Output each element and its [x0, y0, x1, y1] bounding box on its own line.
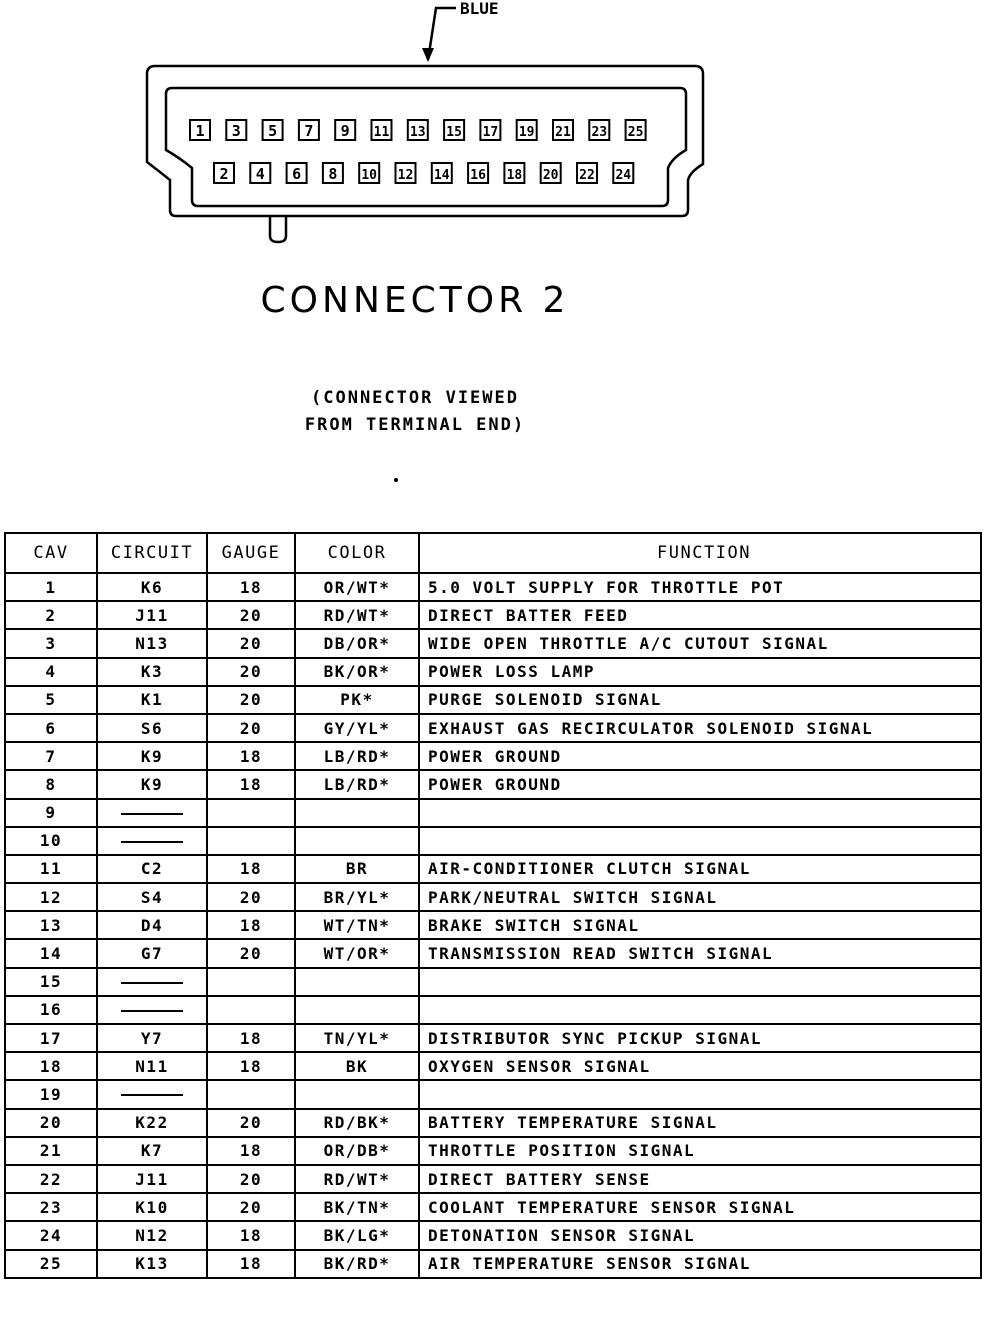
cell-function: POWER GROUND	[419, 742, 981, 770]
connector-key	[270, 216, 286, 242]
table-row	[5, 799, 981, 827]
bottom-pin-row	[214, 163, 633, 183]
cell-cav: 21	[5, 1137, 97, 1165]
cell-cav: 8	[5, 770, 97, 798]
cell-circuit: K22	[97, 1109, 207, 1137]
cell-circuit	[97, 799, 207, 827]
cell-color: BK	[295, 1052, 419, 1080]
cell-color: WT/TN*	[295, 911, 419, 939]
cell-cav: 15	[5, 968, 97, 996]
cell-gauge: 18	[207, 1052, 295, 1080]
table-row	[5, 939, 981, 967]
table-row	[5, 1250, 981, 1278]
table-row	[5, 1165, 981, 1193]
table-row	[5, 1193, 981, 1221]
header-color: COLOR	[295, 533, 419, 573]
page-title: CONNECTOR 2	[260, 280, 570, 321]
cell-gauge: 20	[207, 1193, 295, 1221]
cell-function	[419, 1080, 981, 1108]
cell-gauge: 18	[207, 911, 295, 939]
cell-circuit: D4	[97, 911, 207, 939]
cell-gauge: 20	[207, 883, 295, 911]
pin-number: 25	[627, 125, 644, 140]
cell-color: BR	[295, 855, 419, 883]
cell-color	[295, 996, 419, 1024]
table-row	[5, 968, 981, 996]
cell-gauge: 18	[207, 1221, 295, 1249]
empty-circuit-dash	[121, 1010, 183, 1012]
cell-color: RD/BK*	[295, 1109, 419, 1137]
cell-gauge: 18	[207, 742, 295, 770]
cell-gauge: 18	[207, 855, 295, 883]
cell-circuit: K13	[97, 1250, 207, 1278]
cell-color: RD/WT*	[295, 1165, 419, 1193]
cell-cav: 9	[5, 799, 97, 827]
pin-number: 19	[518, 125, 535, 140]
table-row	[5, 827, 981, 855]
cell-color: LB/RD*	[295, 742, 419, 770]
header-function: FUNCTION	[419, 533, 981, 573]
connector-housing-inner	[166, 88, 686, 206]
pin-number: 15	[446, 125, 462, 140]
stray-dot	[394, 478, 398, 482]
table-row	[5, 1024, 981, 1052]
pin-number: 3	[231, 122, 241, 140]
cell-gauge	[207, 968, 295, 996]
cell-color	[295, 968, 419, 996]
cell-color: LB/RD*	[295, 770, 419, 798]
table-row	[5, 1052, 981, 1080]
cell-function: THROTTLE POSITION SIGNAL	[419, 1137, 981, 1165]
table-row	[5, 742, 981, 770]
cell-function: OXYGEN SENSOR SIGNAL	[419, 1052, 981, 1080]
cell-circuit: Y7	[97, 1024, 207, 1052]
table-row	[5, 883, 981, 911]
cell-circuit	[97, 996, 207, 1024]
pin-number: 10	[361, 168, 378, 183]
cell-color: BK/TN*	[295, 1193, 419, 1221]
cell-circuit: J11	[97, 1165, 207, 1193]
pin-number: 18	[506, 168, 523, 183]
pin-number: 17	[482, 125, 499, 140]
top-pin-row	[190, 120, 646, 140]
pointer-arrow	[428, 8, 456, 60]
pin-number: 12	[397, 168, 414, 183]
cell-cav: 20	[5, 1109, 97, 1137]
pin-number: 4	[255, 165, 265, 183]
cell-function: TRANSMISSION READ SWITCH SIGNAL	[419, 939, 981, 967]
pin-number: 2	[219, 165, 229, 183]
pin-number: 21	[555, 125, 571, 140]
cell-cav: 5	[5, 686, 97, 714]
cell-gauge: 20	[207, 629, 295, 657]
cell-cav: 11	[5, 855, 97, 883]
pin-number: 7	[304, 122, 314, 140]
pointer-arrowhead	[422, 48, 434, 62]
cell-gauge: 18	[207, 770, 295, 798]
cell-function	[419, 799, 981, 827]
cell-function: AIR-CONDITIONER CLUTCH SIGNAL	[419, 855, 981, 883]
cell-circuit: K7	[97, 1137, 207, 1165]
cell-cav: 25	[5, 1250, 97, 1278]
cell-gauge	[207, 827, 295, 855]
pin-number: 13	[409, 125, 426, 140]
cell-color: WT/OR*	[295, 939, 419, 967]
cell-gauge	[207, 1080, 295, 1108]
table-row	[5, 1137, 981, 1165]
table-row	[5, 573, 981, 601]
cell-circuit: S4	[97, 883, 207, 911]
cell-function: EXHAUST GAS RECIRCULATOR SOLENOID SIGNAL	[419, 714, 981, 742]
cell-function: AIR TEMPERATURE SENSOR SIGNAL	[419, 1250, 981, 1278]
pin-number: 16	[470, 168, 486, 183]
cell-function: DIRECT BATTERY SENSE	[419, 1165, 981, 1193]
cell-function: DISTRIBUTOR SYNC PICKUP SIGNAL	[419, 1024, 981, 1052]
table-row	[5, 996, 981, 1024]
empty-circuit-dash	[121, 1094, 183, 1096]
pin-number: 20	[542, 168, 559, 183]
cell-cav: 13	[5, 911, 97, 939]
cell-circuit: K1	[97, 686, 207, 714]
cell-cav: 2	[5, 601, 97, 629]
pinout-table	[4, 532, 982, 1279]
pin-number: 14	[433, 168, 450, 183]
cell-gauge: 20	[207, 658, 295, 686]
pin-number: 24	[615, 168, 632, 183]
cell-gauge: 20	[207, 1165, 295, 1193]
cell-cav: 23	[5, 1193, 97, 1221]
cell-cav: 16	[5, 996, 97, 1024]
cell-circuit: J11	[97, 601, 207, 629]
cell-cav: 1	[5, 573, 97, 601]
cell-circuit: C2	[97, 855, 207, 883]
cell-function: DETONATION SENSOR SIGNAL	[419, 1221, 981, 1249]
cell-circuit: N11	[97, 1052, 207, 1080]
connector-diagram	[0, 0, 1008, 270]
cell-circuit	[97, 827, 207, 855]
cell-function	[419, 996, 981, 1024]
cell-cav: 10	[5, 827, 97, 855]
table-row	[5, 601, 981, 629]
header-cav: CAV	[5, 533, 97, 573]
cell-function	[419, 827, 981, 855]
pin-number: 5	[268, 122, 278, 140]
table-row	[5, 1080, 981, 1108]
cell-gauge: 18	[207, 1137, 295, 1165]
cell-function: WIDE OPEN THROTTLE A/C CUTOUT SIGNAL	[419, 629, 981, 657]
cell-circuit	[97, 1080, 207, 1108]
cell-function: BATTERY TEMPERATURE SIGNAL	[419, 1109, 981, 1137]
table-row	[5, 1221, 981, 1249]
table-row	[5, 686, 981, 714]
cell-cav: 19	[5, 1080, 97, 1108]
cell-gauge: 20	[207, 1109, 295, 1137]
cell-function: POWER GROUND	[419, 770, 981, 798]
cell-color: BR/YL*	[295, 883, 419, 911]
empty-circuit-dash	[121, 841, 183, 843]
cell-gauge: 18	[207, 573, 295, 601]
cell-color	[295, 827, 419, 855]
cell-cav: 17	[5, 1024, 97, 1052]
cell-gauge: 18	[207, 1250, 295, 1278]
table-row	[5, 911, 981, 939]
cell-circuit: K10	[97, 1193, 207, 1221]
cell-color: BK/OR*	[295, 658, 419, 686]
cell-cav: 24	[5, 1221, 97, 1249]
cell-gauge: 20	[207, 601, 295, 629]
cell-color: OR/DB*	[295, 1137, 419, 1165]
empty-circuit-dash	[121, 982, 183, 984]
cell-cav: 3	[5, 629, 97, 657]
cell-cav: 12	[5, 883, 97, 911]
cell-color: GY/YL*	[295, 714, 419, 742]
empty-circuit-dash	[121, 813, 183, 815]
cell-function	[419, 968, 981, 996]
pin-number: 1	[195, 122, 205, 140]
cell-color: BK/RD*	[295, 1250, 419, 1278]
color-label: BLUE	[460, 0, 499, 18]
cell-color: RD/WT*	[295, 601, 419, 629]
cell-gauge: 20	[207, 686, 295, 714]
view-note-line-2: FROM TERMINAL END)	[304, 415, 526, 435]
cell-gauge: 20	[207, 714, 295, 742]
cell-gauge: 18	[207, 1024, 295, 1052]
table-row	[5, 855, 981, 883]
cell-gauge: 20	[207, 939, 295, 967]
cell-function: BRAKE SWITCH SIGNAL	[419, 911, 981, 939]
header-gauge: GAUGE	[207, 533, 295, 573]
pin-number: 11	[373, 125, 390, 140]
pin-number: 6	[292, 165, 302, 183]
cell-function: PURGE SOLENOID SIGNAL	[419, 686, 981, 714]
cell-gauge	[207, 996, 295, 1024]
pin-number: 22	[579, 168, 595, 183]
cell-circuit: K9	[97, 770, 207, 798]
cell-color: DB/OR*	[295, 629, 419, 657]
table-row	[5, 770, 981, 798]
table-row	[5, 629, 981, 657]
cell-color: OR/WT*	[295, 573, 419, 601]
cell-circuit: N13	[97, 629, 207, 657]
cell-function: DIRECT BATTER FEED	[419, 601, 981, 629]
cell-circuit	[97, 968, 207, 996]
cell-circuit: S6	[97, 714, 207, 742]
cell-cav: 22	[5, 1165, 97, 1193]
cell-color: PK*	[295, 686, 419, 714]
cell-cav: 18	[5, 1052, 97, 1080]
cell-function: PARK/NEUTRAL SWITCH SIGNAL	[419, 883, 981, 911]
table-row	[5, 658, 981, 686]
cell-color	[295, 1080, 419, 1108]
cell-color: BK/LG*	[295, 1221, 419, 1249]
pin-number: 9	[340, 122, 350, 140]
pin-number: 23	[591, 125, 608, 140]
table-row	[5, 714, 981, 742]
cell-function: COOLANT TEMPERATURE SENSOR SIGNAL	[419, 1193, 981, 1221]
cell-cav: 6	[5, 714, 97, 742]
cell-color: TN/YL*	[295, 1024, 419, 1052]
cell-circuit: K3	[97, 658, 207, 686]
table-header-row	[5, 533, 981, 573]
view-note-line-1: (CONNECTOR VIEWED	[311, 388, 519, 408]
cell-cav: 14	[5, 939, 97, 967]
cell-circuit: K9	[97, 742, 207, 770]
cell-cav: 4	[5, 658, 97, 686]
cell-circuit: N12	[97, 1221, 207, 1249]
table-row	[5, 1109, 981, 1137]
cell-cav: 7	[5, 742, 97, 770]
cell-gauge	[207, 799, 295, 827]
pin-number: 8	[328, 165, 338, 183]
cell-color	[295, 799, 419, 827]
cell-circuit: K6	[97, 573, 207, 601]
cell-function: 5.0 VOLT SUPPLY FOR THROTTLE POT	[419, 573, 981, 601]
header-circuit: CIRCUIT	[97, 533, 207, 573]
cell-function: POWER LOSS LAMP	[419, 658, 981, 686]
cell-circuit: G7	[97, 939, 207, 967]
